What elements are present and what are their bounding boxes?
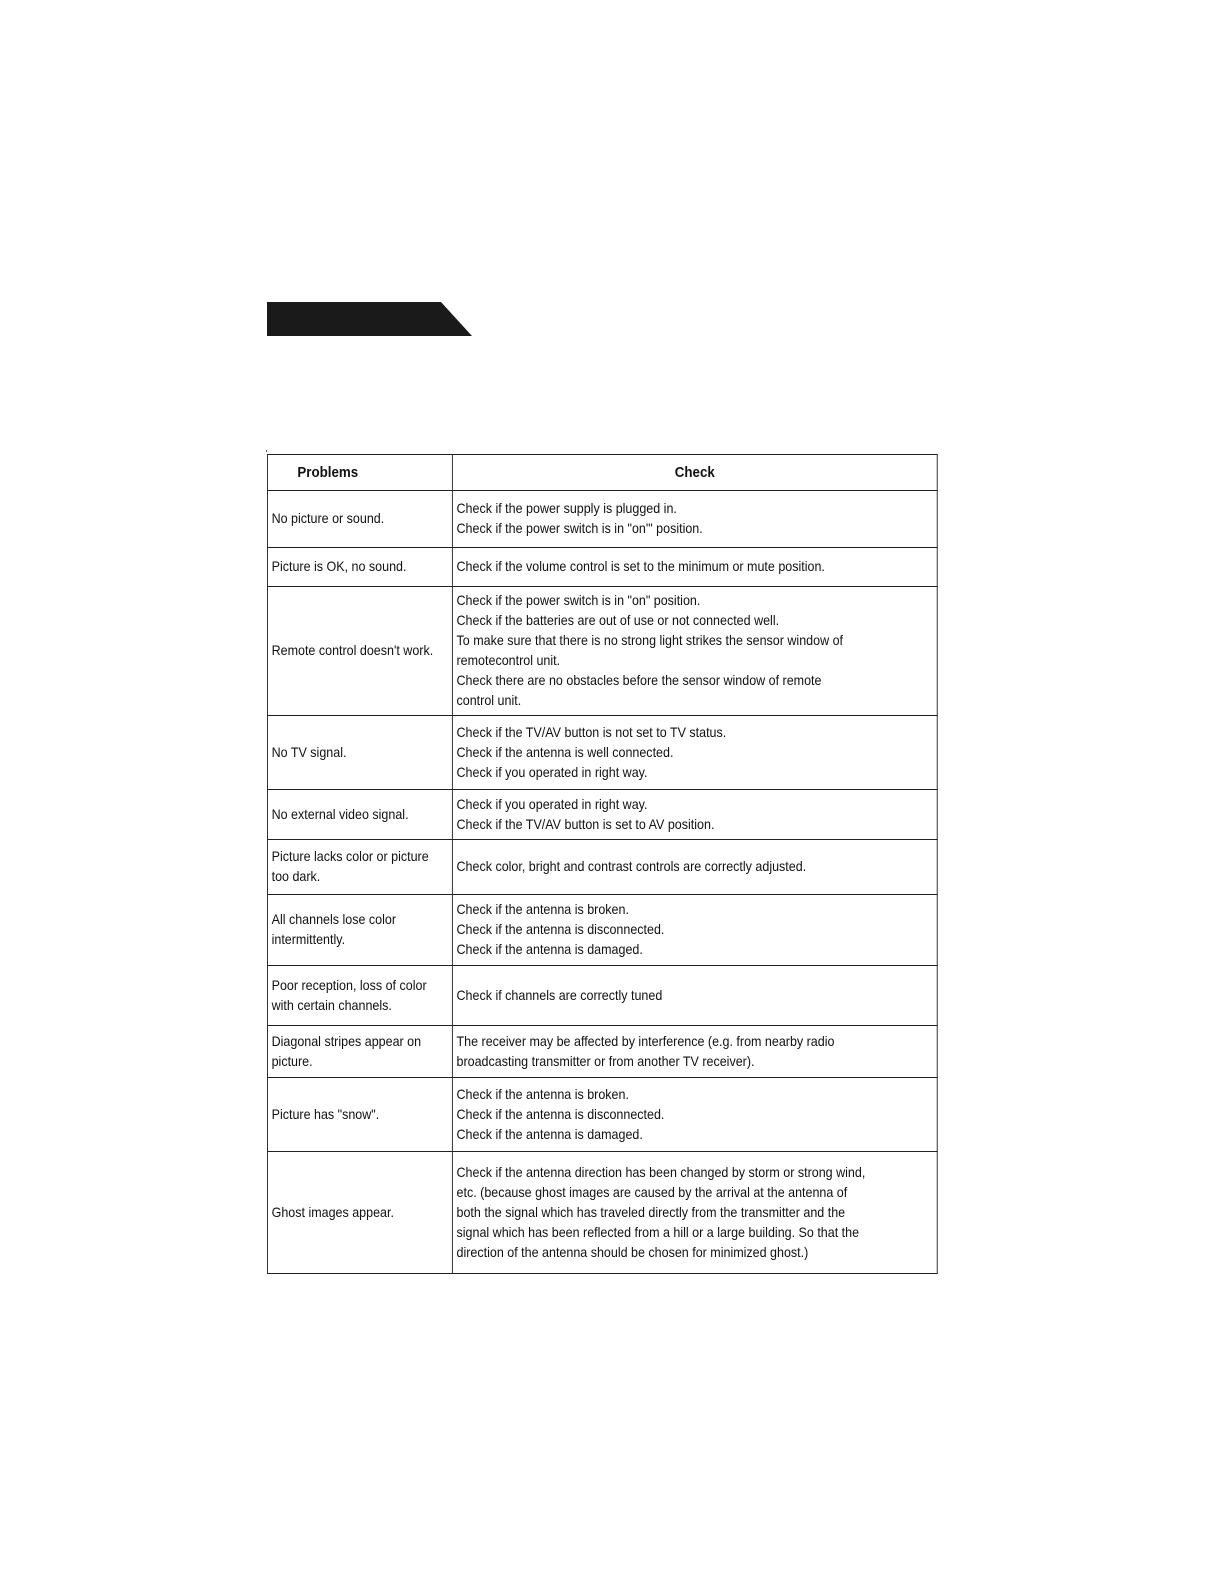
- check-line: Check there are no obstacles before the sensor window of remote: [456, 673, 822, 688]
- check-line: Check if the TV/AV button is not set to TV status.: [456, 724, 727, 740]
- check-cell: [452, 966, 937, 1026]
- check-line: signal which has been reflected from a hill or a large building. So that the: [456, 1224, 860, 1240]
- problem-cell: No picture or sound.: [267, 491, 452, 548]
- check-cell: [452, 587, 937, 716]
- problem-cell: Diagonal stripes appear on picture.: [267, 1026, 452, 1078]
- check-line: Check if the batteries are out of use or not connected well.: [456, 613, 780, 628]
- table-row: [267, 548, 937, 587]
- check-line: Check if you operated in right way.: [456, 796, 648, 812]
- check-cell: [452, 840, 937, 895]
- check-cell: [452, 548, 937, 587]
- check-cell: [452, 716, 937, 790]
- problem-cell: No external video signal.: [267, 790, 452, 840]
- check-line: The receiver may be affected by interference (e.g. from nearby radio: [456, 1033, 835, 1049]
- check-line: Check if channels are correctly tuned: [456, 987, 663, 1003]
- table-row: [267, 966, 937, 1026]
- section-header-tab: [267, 302, 472, 336]
- table-row: [267, 491, 937, 548]
- table-row: [267, 716, 937, 790]
- check-cell: [452, 1078, 937, 1152]
- check-line: Check if the power supply is plugged in.: [456, 501, 677, 516]
- problem-cell: Poor reception, loss of color with certain channels.: [267, 966, 452, 1026]
- check-line: Check if the TV/AV button is set to AV position.: [456, 816, 715, 832]
- problem-cell: All channels lose color intermittently.: [267, 895, 452, 966]
- problem-cell: Ghost images appear.: [267, 1152, 452, 1274]
- problem-cell: Picture has "snow".: [267, 1078, 452, 1152]
- check-cell: [452, 1026, 937, 1078]
- problem-cell: Picture is OK, no sound.: [267, 548, 452, 587]
- header-check: Check: [452, 455, 937, 491]
- check-line: Check color, bright and contrast controls are correctly adjusted.: [456, 859, 807, 874]
- page-mark: [266, 450, 267, 452]
- check-line: Check if the antenna is damaged.: [456, 942, 643, 957]
- table-header-row: [267, 455, 937, 491]
- table-row: [267, 840, 937, 895]
- check-cell: [452, 895, 937, 966]
- table-row: [267, 895, 937, 966]
- check-cell: [452, 491, 937, 548]
- check-cell: [452, 790, 937, 840]
- check-line: To make sure that there is no strong light strikes the sensor window of: [456, 633, 844, 648]
- check-line: both the signal which has traveled directly from the transmitter and the: [456, 1204, 846, 1220]
- check-line: Check if the antenna is damaged.: [456, 1126, 643, 1142]
- check-line: control unit.: [456, 693, 522, 708]
- check-line: Check if the antenna is broken.: [456, 1086, 629, 1102]
- problem-cell: Remote control doesn't work.: [267, 587, 452, 716]
- check-line: remotecontrol unit.: [456, 653, 561, 668]
- check-line: Check if the antenna is disconnected.: [456, 922, 665, 937]
- problem-cell: No TV signal.: [267, 716, 452, 790]
- check-line: Check if the power switch is in "on'" position.: [456, 521, 703, 536]
- check-line: Check if the volume control is set to the minimum or mute position.: [456, 559, 825, 574]
- check-line: direction of the antenna should be chosen for minimized ghost.): [456, 1244, 809, 1260]
- table-row: [267, 587, 937, 716]
- table-row: [267, 1026, 937, 1078]
- check-line: Check if the antenna is broken.: [456, 902, 629, 917]
- table-row: [267, 1078, 937, 1152]
- problem-cell: Picture lacks color or picture too dark.: [267, 840, 452, 895]
- check-line: broadcasting transmitter or from another TV receiver).: [456, 1053, 755, 1069]
- check-line: etc. (because ghost images are caused by the arrival at the antenna of: [456, 1184, 848, 1200]
- table-row: [267, 1152, 937, 1274]
- check-line: Check if the antenna is well connected.: [456, 744, 674, 760]
- troubleshooting-table: [267, 454, 938, 1274]
- check-line: Check if the antenna direction has been changed by storm or strong wind,: [456, 1164, 866, 1180]
- check-line: Check if you operated in right way.: [456, 764, 648, 780]
- table-row: [267, 790, 937, 840]
- check-cell: [452, 1152, 937, 1274]
- header-problems: Problems: [267, 455, 452, 491]
- check-line: Check if the antenna is disconnected.: [456, 1106, 665, 1122]
- check-line: Check if the power switch is in "on" position.: [456, 593, 701, 608]
